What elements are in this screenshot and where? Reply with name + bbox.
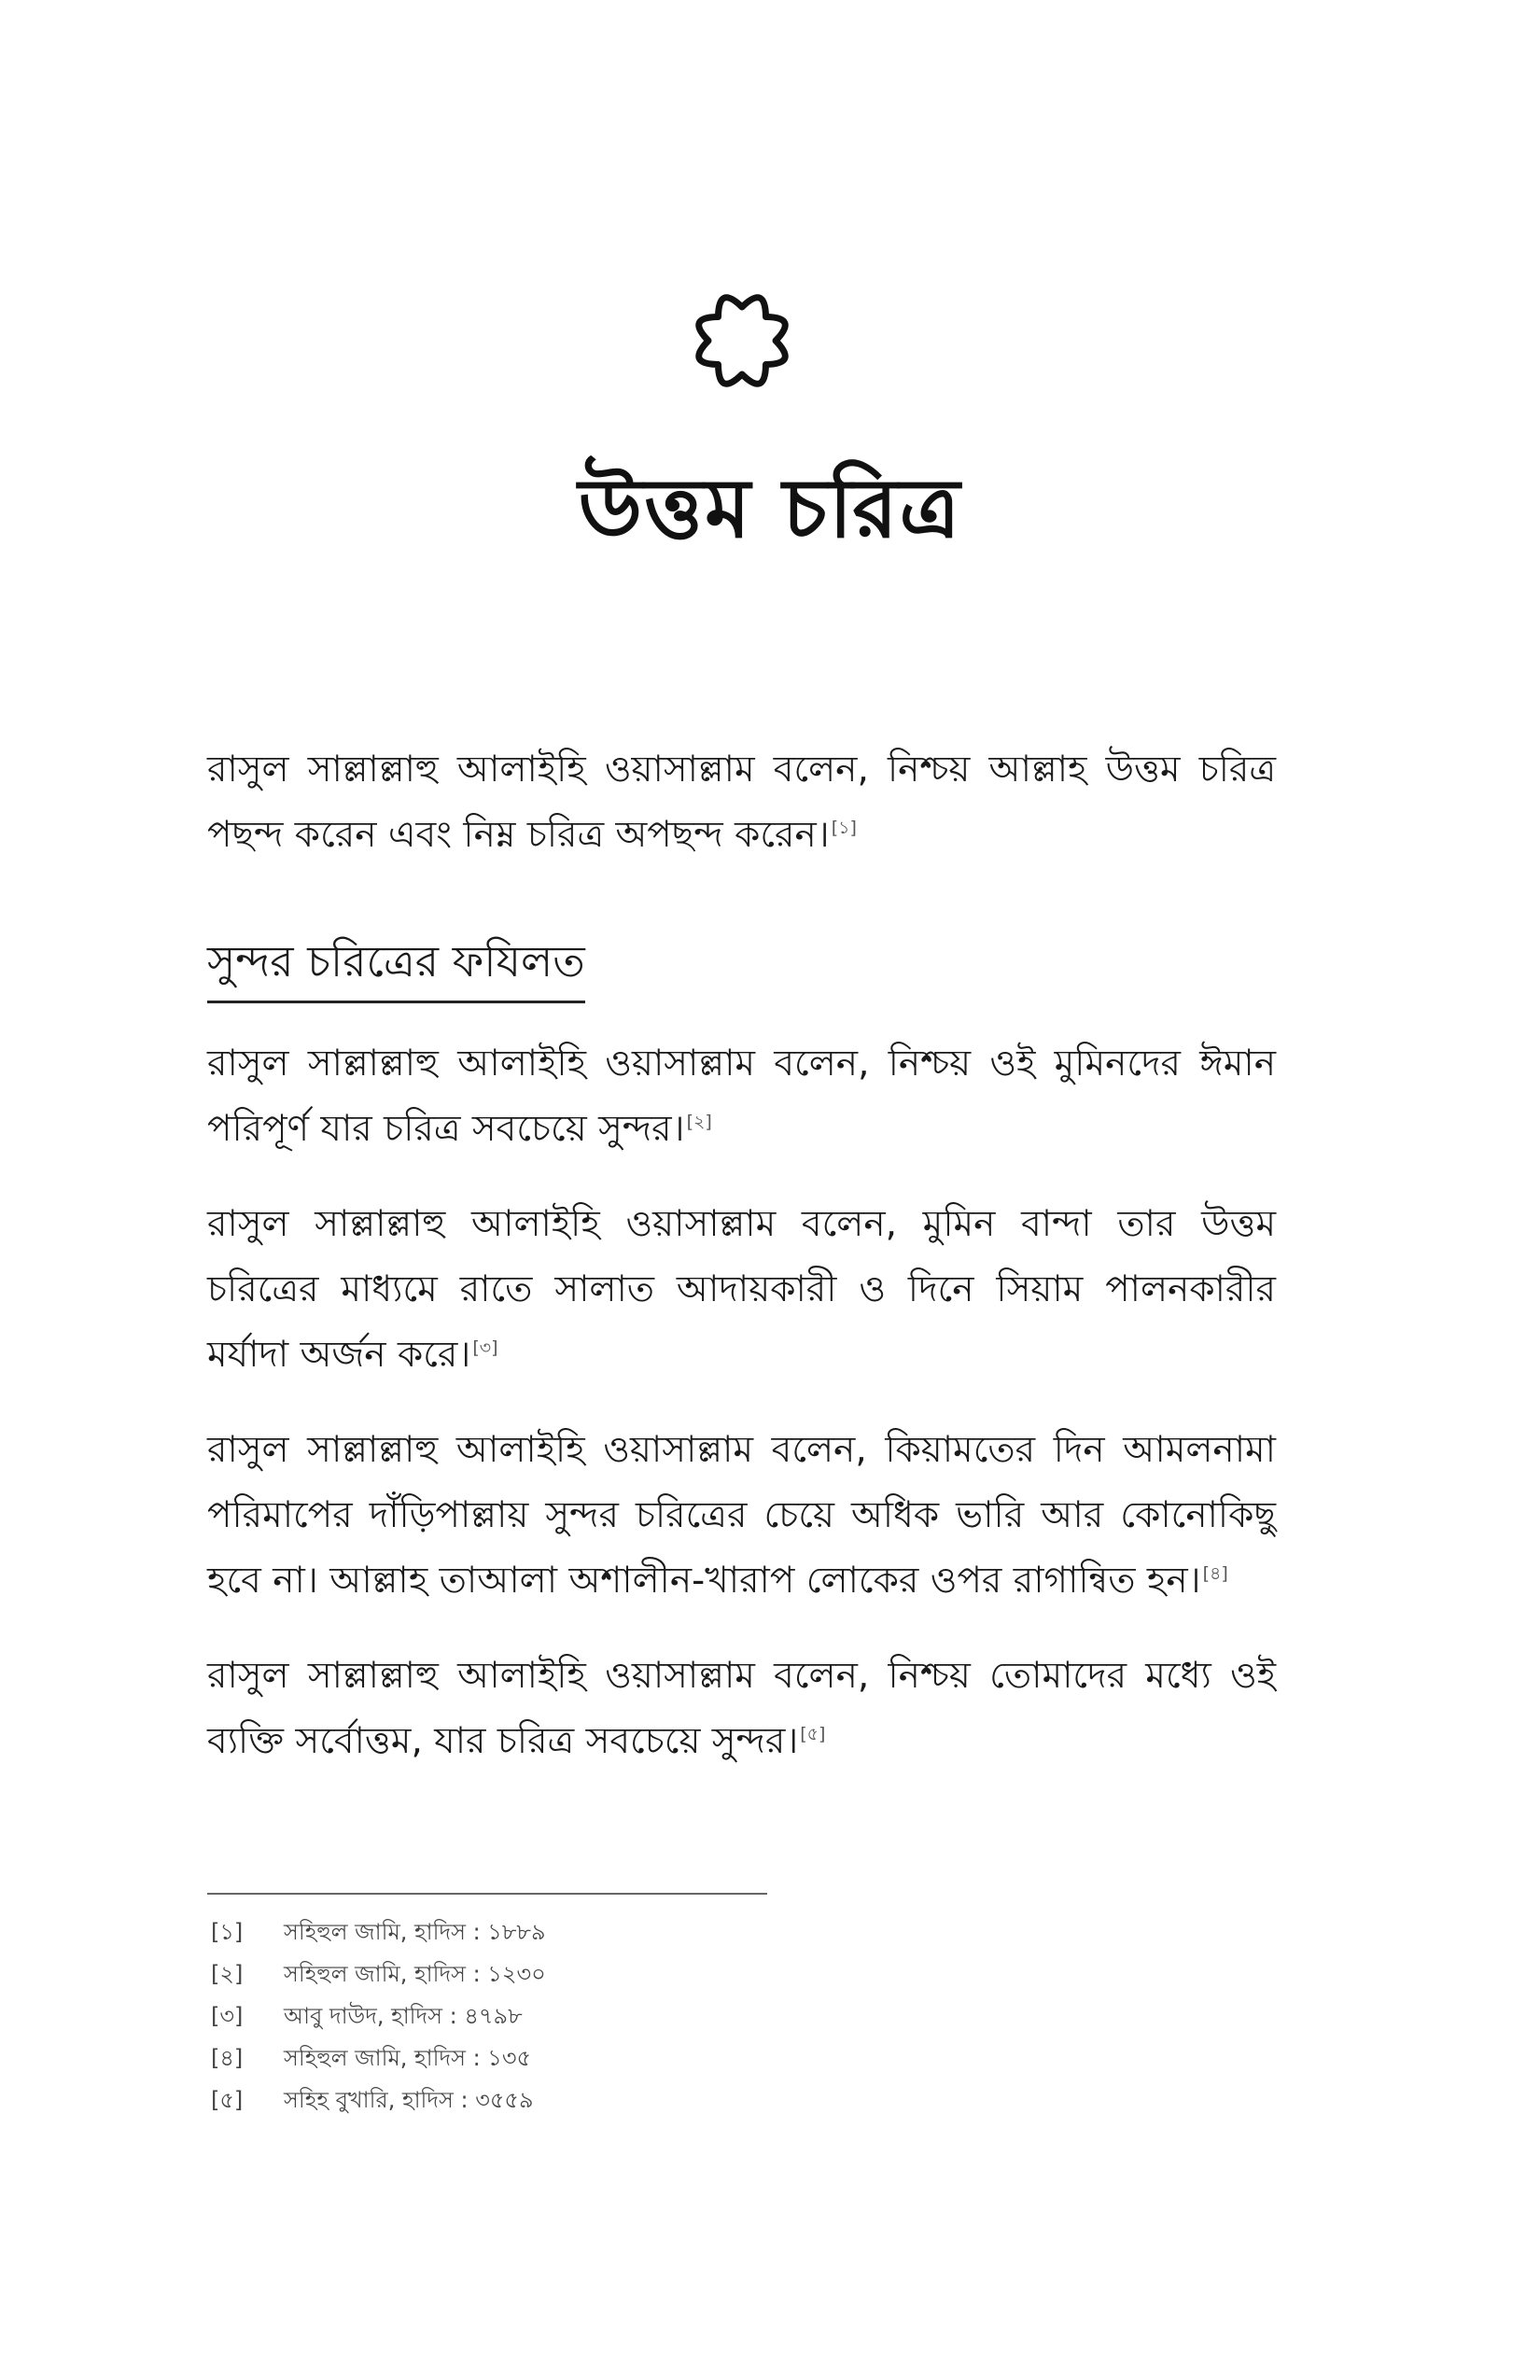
footnote-item <box>211 2037 1051 2079</box>
hadith-paragraph <box>207 1644 1276 1774</box>
footnote-number: [৫] <box>211 2087 244 2113</box>
footnote-ref[interactable]: [৩] <box>472 1337 498 1358</box>
hadith-paragraph <box>207 1418 1276 1614</box>
hadith-paragraph <box>207 1192 1276 1388</box>
footnote-text: সহিহুল জামি, হাদিস : ১২৩০ <box>284 1961 546 1987</box>
hadith-text: রাসুল সাল্লাল্লাহু আলাইহি ওয়াসাল্লাম বলেন, মুমিন বান্দা তার উত্তম চরিত্রের মাধ্যমে রাতে সালাত আদায়কারী ও দিনে সিয়াম পালনকারীর মর্যাদা অর্জন করে। <box>207 1203 1276 1376</box>
section-heading: সুন্দর চরিত্রের ফযিলত <box>207 933 585 1003</box>
hadith-text: রাসুল সাল্লাল্লাহু আলাইহি ওয়াসাল্লাম বলেন, নিশ্চয় ওই মুমিনদের ঈমান পরিপূর্ণ যার চরিত্র সবচেয়ে সুন্দর। <box>207 1043 1276 1150</box>
footnote-text: সহিহ বুখারি, হাদিস : ৩৫৫৯ <box>284 2087 534 2113</box>
footnote-item <box>211 1911 1051 1953</box>
hadith-text: রাসুল সাল্লাল্লাহু আলাইহি ওয়াসাল্লাম বলেন, নিশ্চয় তোমাদের মধ্যে ওই ব্যক্তি সর্বোত্তম, যার চরিত্র সবচেয়ে সুন্দর। <box>207 1655 1276 1762</box>
footnote-ref[interactable]: [১] <box>831 818 857 838</box>
footnote-ref[interactable]: [৪] <box>1202 1563 1228 1584</box>
footnote-item <box>211 1995 1051 2037</box>
footnote-text: সহিহুল জামি, হাদিস : ১৩৫ <box>284 2045 532 2071</box>
footnote-number: [৩] <box>211 2003 244 2029</box>
intro-paragraph <box>207 737 1276 868</box>
flower-ornament-svg <box>681 280 803 401</box>
footnote-divider <box>207 1893 767 1895</box>
chapter-title: উত্তম চরিত্র <box>578 460 962 556</box>
footnote-ref[interactable]: [২] <box>686 1112 712 1132</box>
footnote-item <box>211 1953 1051 1995</box>
footnote-number: [২] <box>211 1961 244 1987</box>
footnotes-list <box>211 1911 1051 2121</box>
footnote-ref[interactable]: [৫] <box>800 1724 826 1744</box>
footnote-text: আবু দাউদ, হাদিস : ৪৭৯৮ <box>284 2003 523 2029</box>
footnote-number: [১] <box>211 1919 244 1945</box>
footnote-text: সহিহুল জামি, হাদিস : ১৮৮৯ <box>284 1919 546 1945</box>
main-content <box>207 737 1276 1804</box>
footnote-number: [৪] <box>211 2045 244 2071</box>
intro-text: রাসুল সাল্লাল্লাহু আলাইহি ওয়াসাল্লাম বলেন, নিশ্চয় আল্লাহ উত্তম চরিত্র পছন্দ করেন এবং নিম্ন চরিত্র অপছন্দ করেন। <box>207 749 1276 856</box>
hadith-paragraph <box>207 1031 1276 1162</box>
hadith-text: রাসুল সাল্লাল্লাহু আলাইহি ওয়াসাল্লাম বলেন, কিয়ামতের দিন আমলনামা পরিমাপের দাঁড়িপাল্লায় সুন্দর চরিত্রের চেয়ে অধিক ভারি আর কোনোকিছু হবে না। আল্লাহ তাআলা অশালীন-খারাপ লোকের ওপর রাগান্বিত হন। <box>207 1429 1276 1602</box>
flower-ornament-icon <box>681 280 803 401</box>
footnote-item <box>211 2079 1051 2121</box>
